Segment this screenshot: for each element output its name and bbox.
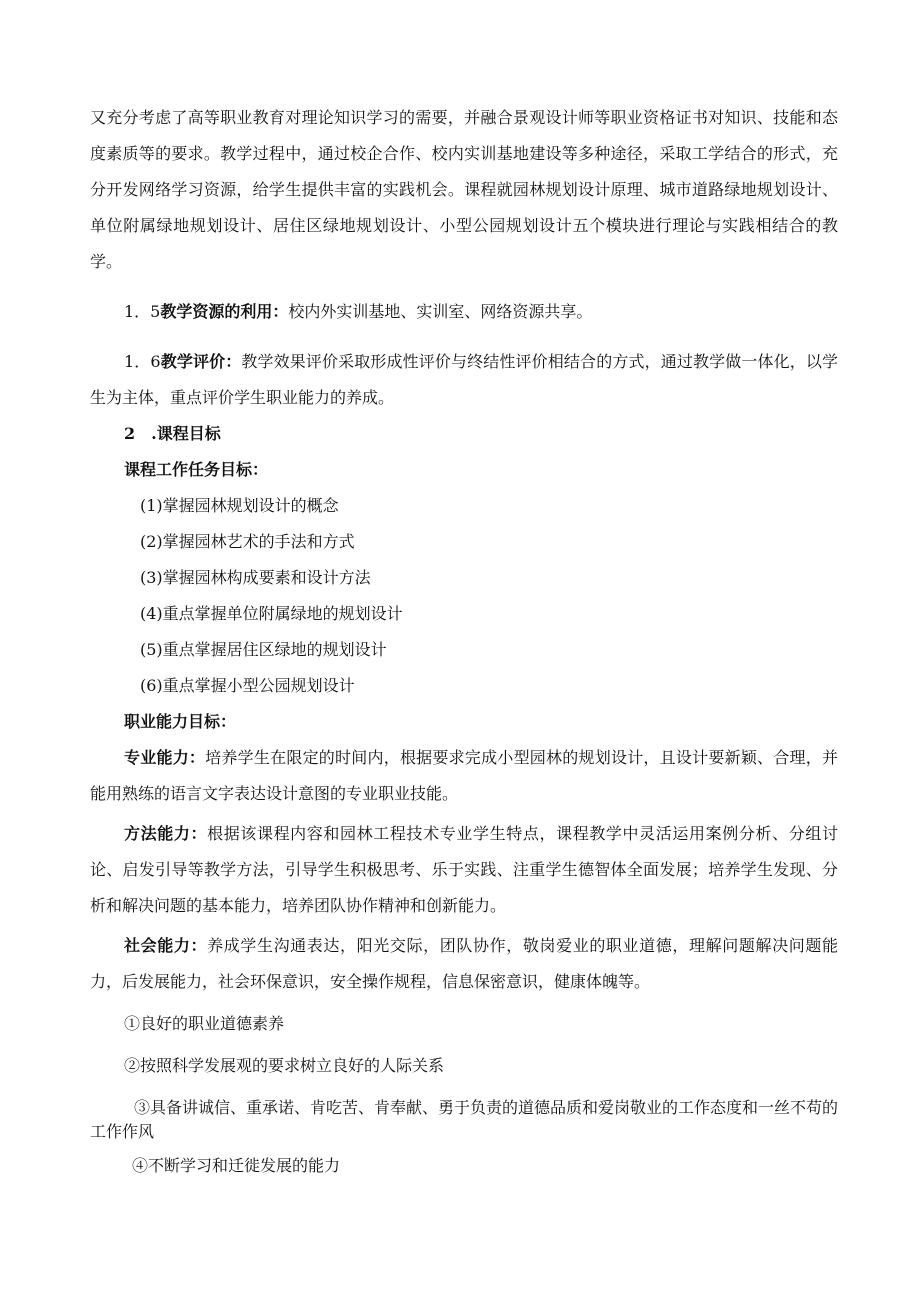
- list-item: (2)掌握园林艺术的手法和方式: [140, 532, 355, 551]
- section-2-heading: 2 .课程目标: [124, 424, 221, 443]
- social-ability-text: 养成学生沟通表达，阳光交际，团队协作，敬岗爱业的职业道德，理解问题解决问题能力，后发展能力，社会环保意识，安全操作规程，信息保密意识，健康体魄等。: [90, 936, 838, 991]
- section-1-5: [90, 294, 838, 330]
- intro-paragraph: 又充分考虑了高等职业教育对理论知识学习的需要，并融合景观设计师等职业资格证书对知识、技能和态度素质等的要求。教学过程中，通过校企合作、校内实训基地建设等多种途径，采取工学结合的形式，充分开发网络学习资源，给学生提供丰富的实践机会。课程就园林规划设计原理、城市道路绿地规划设计、单位附属绿地规划设计、居住区绿地规划设计、小型公园规划设计五个模块进行理论与实践相结合的教学。: [90, 108, 838, 271]
- ability-goals-heading: 职业能力目标：: [124, 712, 237, 731]
- section-1-5-title: 教学资源的利用：: [160, 302, 289, 321]
- task-goals-list: [90, 488, 838, 704]
- method-ability: [90, 816, 838, 924]
- section-1-5-text: 校内外实训基地、实训室、网络资源共享。: [288, 302, 593, 321]
- section-1-6: [90, 344, 838, 416]
- social-ability: [90, 928, 838, 1000]
- professional-ability: [90, 740, 838, 812]
- list-item: (3)掌握园林构成要素和设计方法: [140, 568, 371, 587]
- method-ability-text: 根据该课程内容和园林工程技术专业学生特点，课程教学中灵活运用案例分析、分组讨论、启发引导等教学方法，引导学生积极思考、乐于实践、注重学生德智体全面发展；培养学生发现、分析和解决问题的基本能力，培养团队协作精神和创新能力。: [90, 824, 838, 915]
- professional-ability-label: 专业能力：: [124, 748, 206, 767]
- professional-ability-text: 培养学生在限定的时间内，根据要求完成小型园林的规划设计，且设计要新颖、合理，并能用熟练的语言文字表达设计意图的专业职业技能。: [90, 748, 838, 803]
- circled-item-4: ④不断学习和迁徙发展的能力: [132, 1156, 341, 1175]
- section-1-6-text: 教学效果评价采取形成性评价与终结性评价相结合的方式，通过教学做一体化，以学生为主体，重点评价学生职业能力的养成。: [90, 352, 838, 407]
- list-item: (5)重点掌握居住区绿地的规划设计: [140, 640, 387, 659]
- section-1-6-title: 教学评价：: [160, 352, 242, 371]
- section-1-6-number: 1．6: [124, 352, 161, 371]
- section-1-5-number: 1．5: [124, 302, 161, 321]
- social-ability-label: 社会能力：: [124, 936, 208, 955]
- task-goals-heading: 课程工作任务目标：: [124, 460, 269, 479]
- list-item: (4)重点掌握单位附属绿地的规划设计: [140, 604, 403, 623]
- circled-item-3: ③具备讲诚信、重承诺、肯吃苦、肯奉献、勇于负责的道德品质和爱岗敬业的工作态度和一丝不苟的工作作风: [90, 1098, 839, 1141]
- list-item: (6)重点掌握小型公园规划设计: [140, 676, 355, 695]
- circled-item-2: ②按照科学发展观的要求树立良好的人际关系: [124, 1056, 445, 1075]
- method-ability-label: 方法能力：: [124, 824, 208, 843]
- circled-item-1: ①良好的职业道德素养: [124, 1014, 285, 1033]
- list-item: (1)掌握园林规划设计的概念: [140, 496, 339, 515]
